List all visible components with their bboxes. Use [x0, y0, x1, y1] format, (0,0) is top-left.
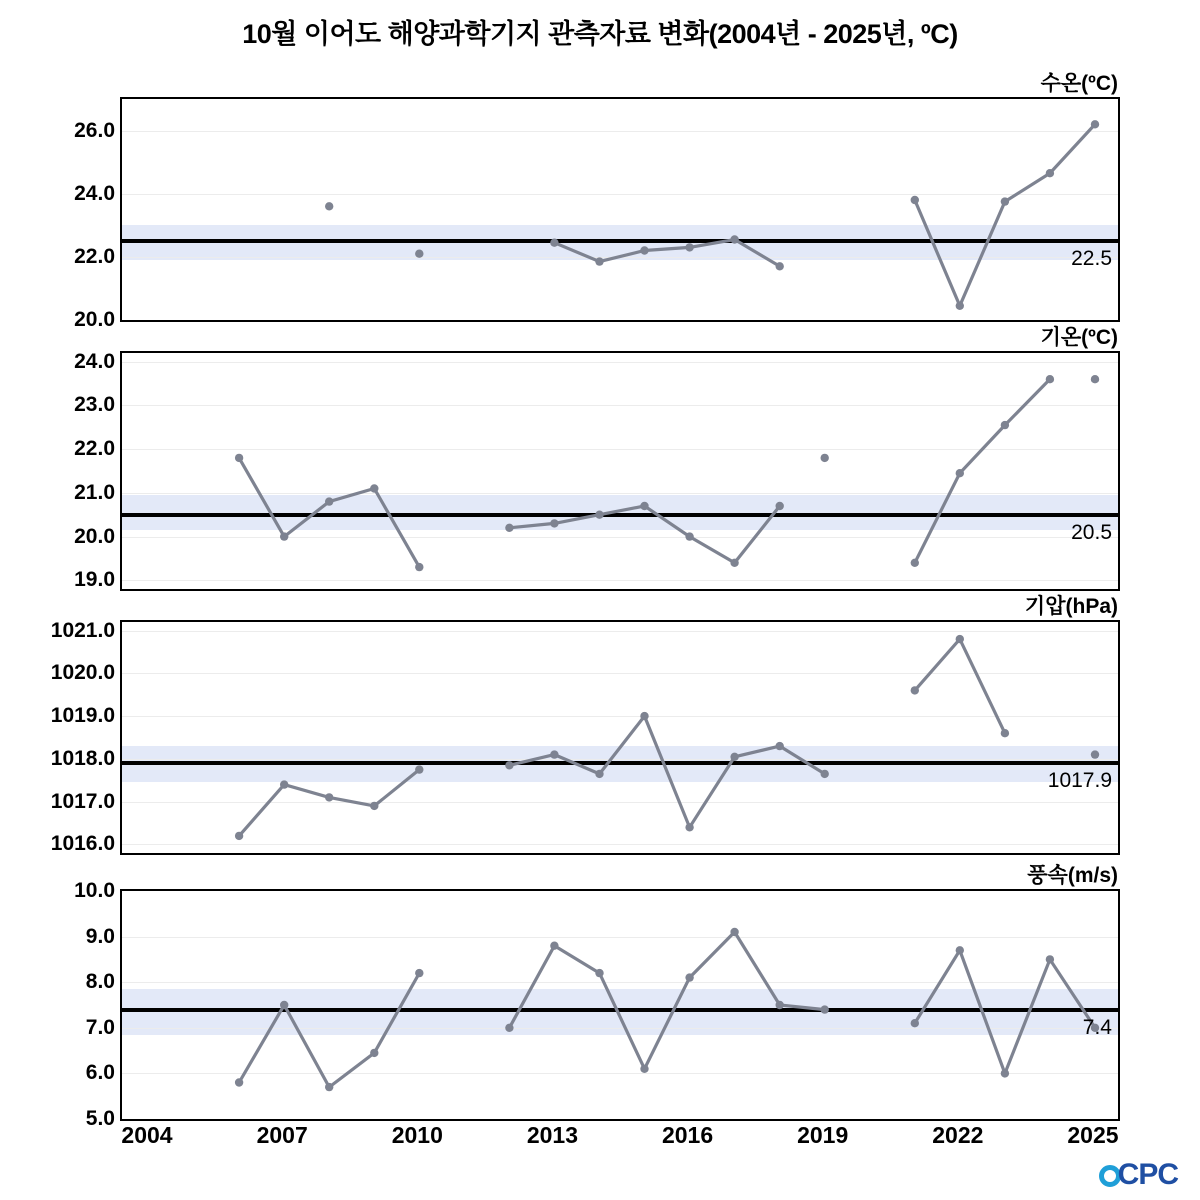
y-tick-label: 5.0 — [85, 1107, 115, 1130]
y-tick-label: 24.0 — [74, 349, 115, 373]
plot-area — [120, 889, 1120, 1121]
plot-area — [120, 620, 1120, 855]
x-tick-label: 2010 — [391, 1122, 443, 1148]
mean-value-label: 20.5 — [1071, 520, 1112, 544]
y-tick-label: 1021.0 — [50, 618, 115, 642]
y-tick-label: 21.0 — [74, 480, 115, 504]
y-tick-label: 22.0 — [74, 437, 115, 461]
page-title: 10월 이어도 해양과학기지 관측자료 변화(2004년 - 2025년, ºC) — [242, 19, 958, 49]
data-series — [122, 353, 1120, 589]
panel-title: 기압(hPa) — [1024, 595, 1118, 618]
y-tick-label: 26.0 — [74, 118, 115, 142]
plot-area — [120, 97, 1120, 322]
y-tick-label: 24.0 — [74, 181, 115, 205]
x-tick-label: 2013 — [526, 1122, 579, 1148]
x-axis-labels — [120, 1122, 1120, 1152]
logo-text: CPC — [1117, 1158, 1178, 1191]
chart-panel-0 — [74, 72, 1120, 331]
y-tick-label: 20.0 — [74, 524, 115, 548]
chart-panel-1 — [74, 326, 1120, 592]
x-tick-label: 2007 — [256, 1122, 308, 1148]
chart-panel-3 — [74, 864, 1120, 1130]
mean-value-label: 1017.9 — [1047, 769, 1112, 793]
data-series — [122, 622, 1120, 853]
y-tick-label: 1017.0 — [50, 789, 115, 813]
y-tick-label: 22.0 — [74, 244, 115, 268]
y-tick-label: 20.0 — [74, 308, 115, 331]
y-tick-label: 19.0 — [74, 568, 115, 592]
x-tick-label: 2016 — [661, 1122, 714, 1148]
mean-value-label: 7.4 — [1082, 1015, 1112, 1039]
panel-title: 기온(ºC) — [1040, 326, 1118, 349]
y-tick-label: 1020.0 — [50, 661, 115, 685]
data-series — [122, 99, 1120, 320]
plot-area — [120, 351, 1120, 591]
cpc-logo — [1099, 1158, 1178, 1192]
y-tick-label: 6.0 — [85, 1061, 115, 1085]
y-tick-label: 8.0 — [85, 970, 115, 994]
y-tick-label: 1018.0 — [50, 746, 115, 770]
y-tick-label: 23.0 — [74, 393, 115, 417]
x-tick-label: 2025 — [1067, 1122, 1119, 1148]
chart-panel-2 — [50, 595, 1120, 856]
y-tick-label: 9.0 — [85, 924, 115, 948]
y-tick-label: 7.0 — [85, 1015, 115, 1039]
y-tick-label: 1016.0 — [50, 832, 115, 856]
y-tick-label: 10.0 — [74, 879, 115, 902]
x-tick-label: 2019 — [797, 1122, 849, 1148]
x-tick-label: 2004 — [121, 1122, 173, 1148]
panel-title: 풍속(m/s) — [1027, 864, 1118, 887]
panel-title: 수온(ºC) — [1040, 72, 1118, 95]
y-tick-label: 1019.0 — [50, 704, 115, 728]
mean-value-label: 22.5 — [1071, 247, 1112, 271]
data-series — [122, 891, 1120, 1119]
x-tick-label: 2022 — [932, 1122, 984, 1148]
